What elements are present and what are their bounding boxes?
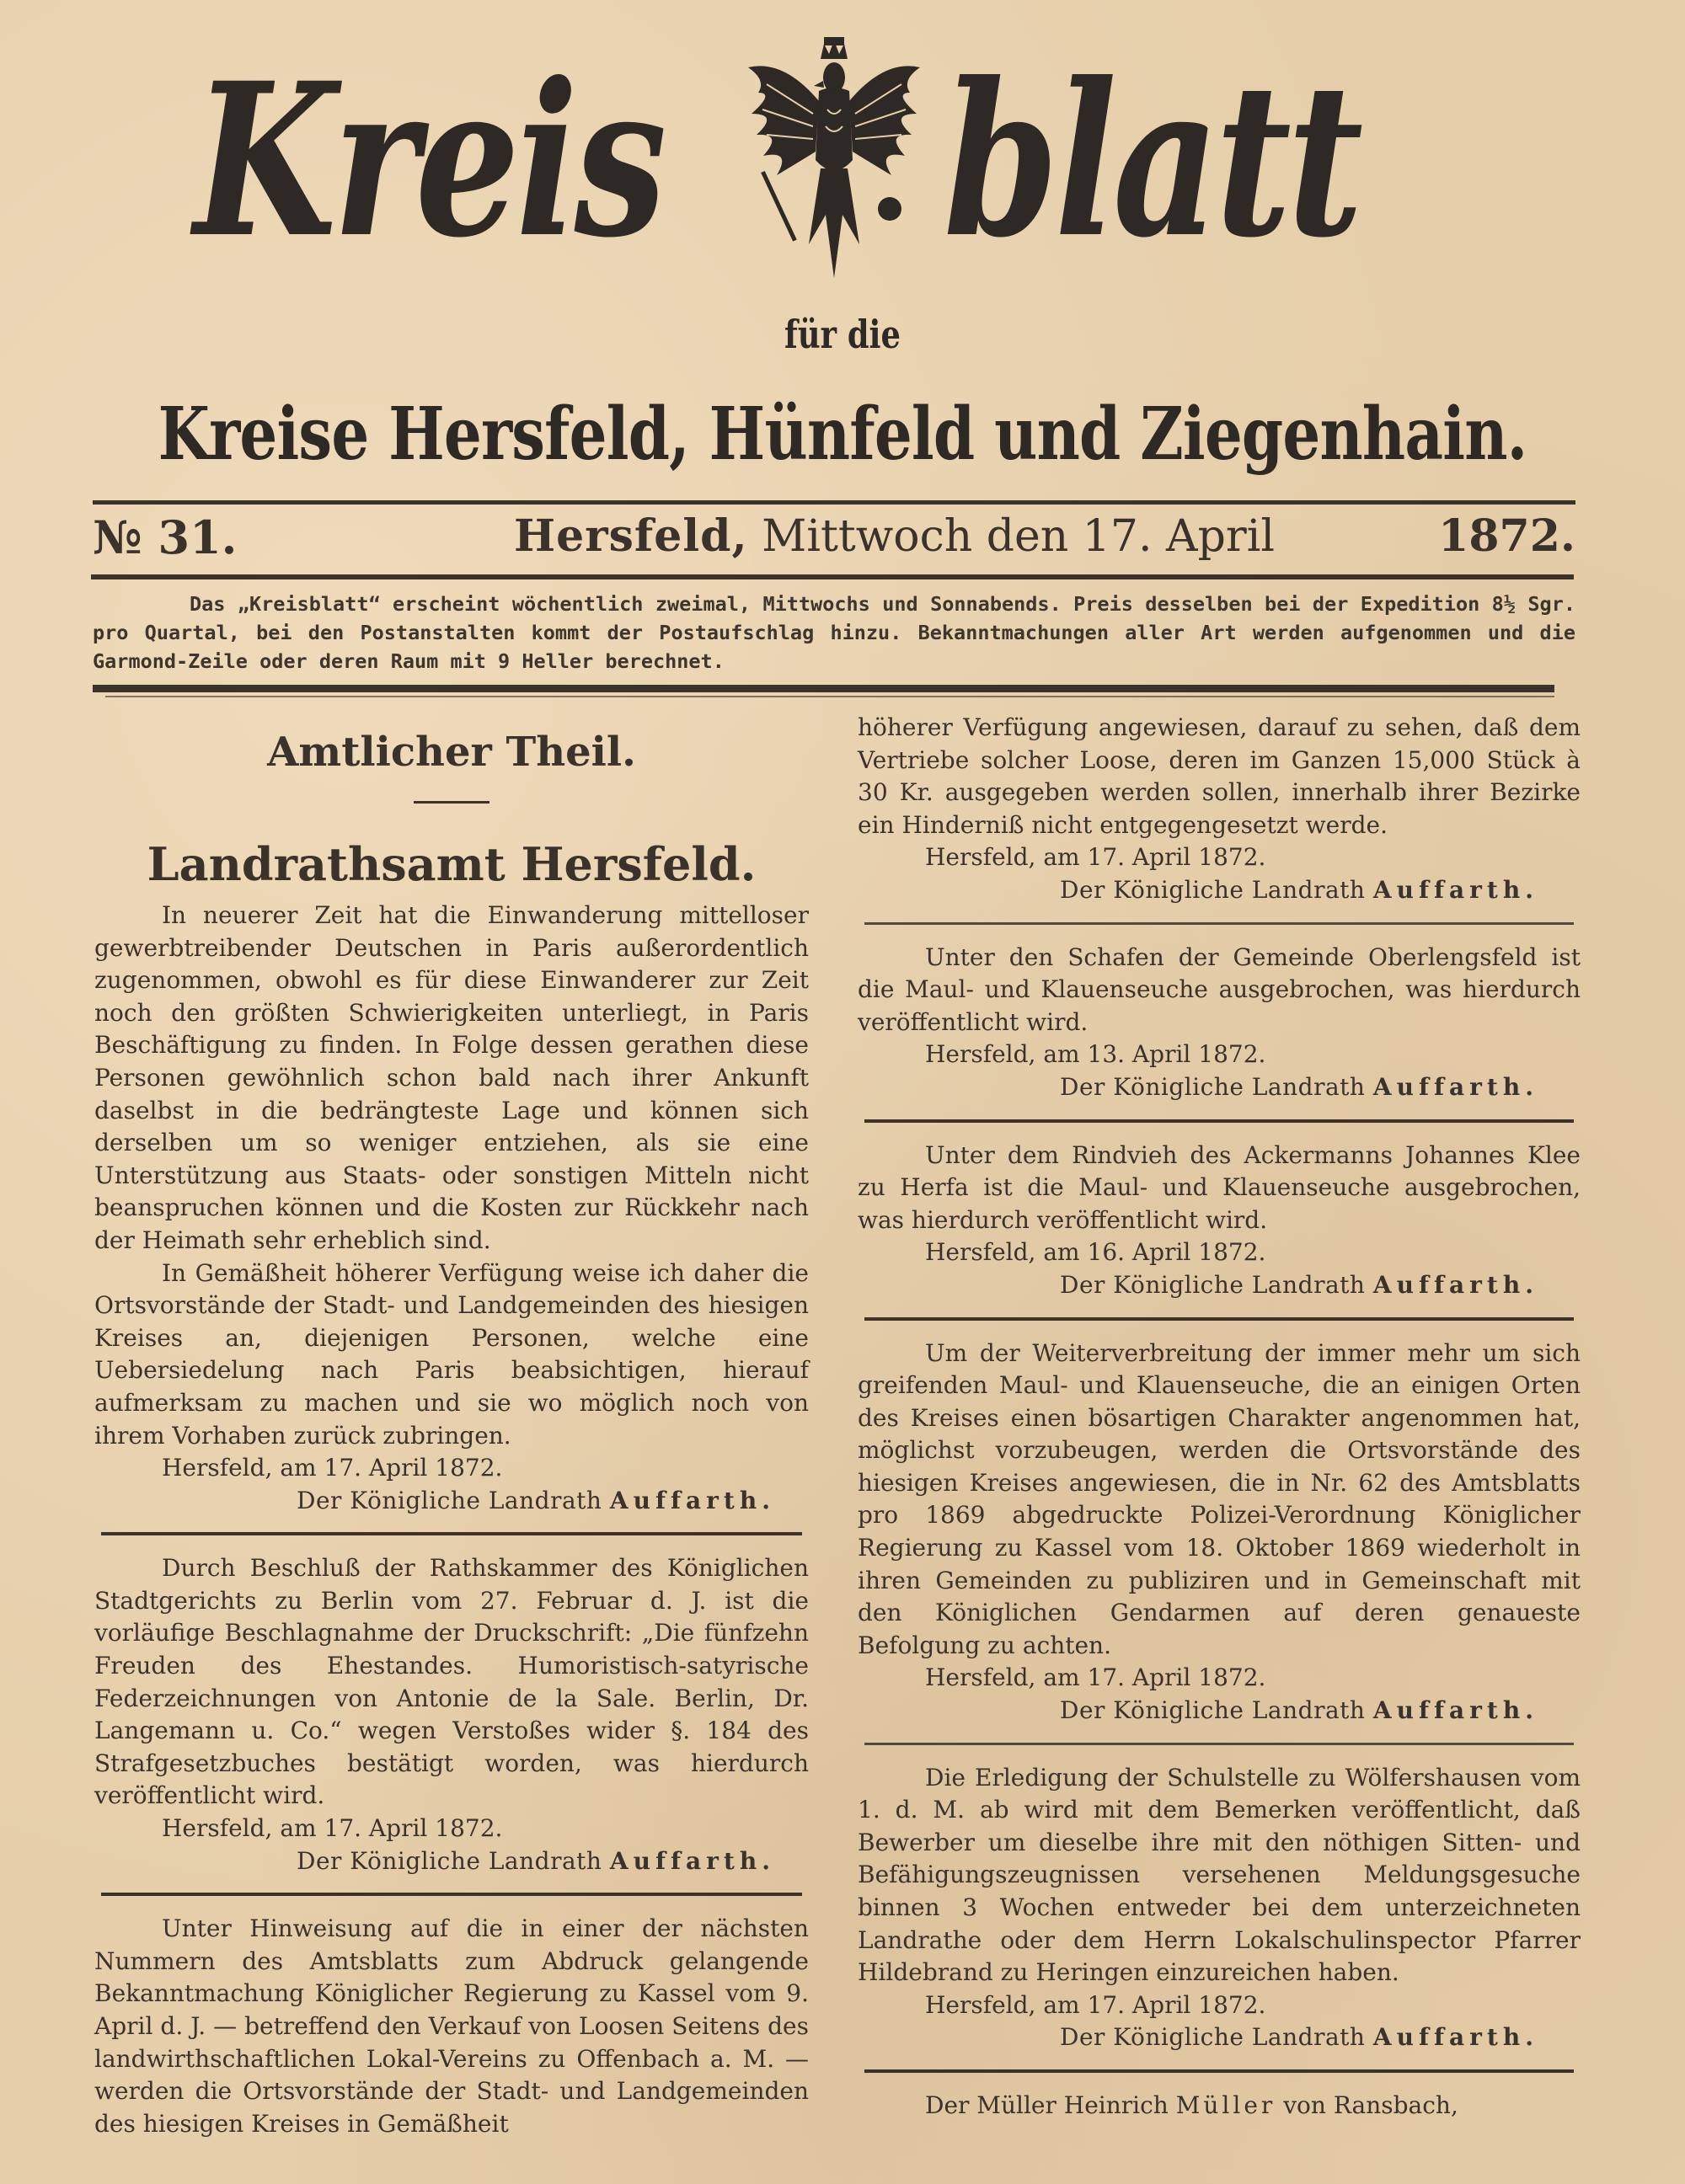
article-paragraph: In Gemäßheit höherer Verfügung weise ich daher die Ortsvorstände der Stadt- und Landgemeinden des hiesigen Kreises an, diejenigen Personen, welche eine Uebersiedelung nach Paris beabsichtigen, hierauf aufmerksam zu machen und sie wo möglich noch von ihrem Vorhaben zurück zubringen. — [94, 1258, 809, 1450]
article-dateline: Hersfeld, am 16. April 1872. — [925, 1238, 1266, 1267]
signature-title: Der Königliche Landrath — [1060, 1072, 1366, 1101]
header-rule-top — [93, 500, 1575, 505]
article-divider — [864, 1119, 1574, 1123]
article-divider — [864, 1317, 1574, 1321]
signature-name: Auffarth. — [609, 1486, 775, 1514]
notice-rule-thick — [93, 685, 1554, 692]
continued-line-name: Müller — [1175, 2091, 1276, 2119]
article-signature — [858, 1695, 1581, 1727]
article-divider — [864, 2069, 1574, 2073]
article-paragraph: Um der Weiterverbreitung der immer mehr um sich greifenden Maul- und Klauenseuche, die an einigen Orten des Kreises einen bösartigen Charakter angenommen hat, möglichst vorzubeugen, werden die Ortsvorstände des hiesigen Kreises angewiesen, die in Nr. 62 des Amtsblatts pro 1869 abgedruckte Polizei-Verordnung Königlicher Regierung zu Kassel vom 18. Oktober 1869 wiederholt in ihren Gemeinden zu publiziren und in Gemeinschaft mit den Königlichen Gendarmen auf deren genaueste Befolgung zu achten. — [858, 1338, 1581, 1659]
article-paragraph: Die Erledigung der Schulstelle zu Wölfershausen vom 1. d. M. ab wird mit dem Bemerken veröffentlicht, daß Bewerber um dieselbe ihre mit den nöthigen Sitten- und Befähigungszeugnissen versehenen Meldungsgesuche binnen 3 Wochen entweder bei dem unterzeichneten Landrathe oder dem Herrn Lokalschulinspector Pfarrer Hildebrand zu Heringen einzureichen haben. — [858, 1763, 1581, 1987]
masthead-districts: Kreise Hersfeld, Hünfeld und Ziegenhain. — [158, 392, 1527, 477]
notice-rule-thin — [105, 696, 1554, 697]
article-signature — [858, 874, 1581, 907]
subscription-notice — [93, 590, 1575, 675]
prussian-eagle-icon — [733, 34, 935, 286]
article-signature — [94, 1485, 809, 1518]
issue-number: № 31. — [93, 510, 238, 564]
section-title: Amtlicher Theil. — [267, 729, 636, 776]
signature-name: Auffarth. — [1372, 1270, 1538, 1299]
header-rule-bottom — [91, 574, 1574, 579]
article-paragraph-continued: höherer Verfügung angewiesen, darauf zu sehen, daß dem Vertriebe solcher Loose, deren im Ganzen 15,000 Stück à 30 Kr. ausgegeben werden sollen, innerhalb ihrer Bezirke ein Hinderniß nicht entgegengesetzt werde. — [858, 713, 1581, 839]
masthead — [185, 34, 1360, 286]
signature-name: Auffarth. — [1372, 1696, 1538, 1725]
article-dateline: Hersfeld, am 17. April 1872. — [925, 843, 1266, 872]
signature-title: Der Königliche Landrath — [1060, 875, 1366, 904]
article-paragraph: Unter Hinweisung auf die in einer der nächsten Nummern des Amtsblatts zum Abdruck gelangende Bekanntmachung Königlicher Regierung zu Kassel vom 9. April d. J. — betreffend den Verkauf von Loosen Seitens des landwirthschaftlichen Lokal-Vereins zu Offenbach a. M. — werden die Ortsvorstände der Stadt- und Landgemeinden des hiesigen Kreises in Gemäßheit — [94, 1914, 809, 2138]
article-dateline: Hersfeld, am 17. April 1872. — [162, 1454, 503, 1482]
masthead-title-right: blatt — [944, 36, 1360, 284]
article-dateline: Hersfeld, am 13. April 1872. — [925, 1040, 1266, 1069]
signature-name: Auffarth. — [1372, 875, 1538, 904]
signature-name: Auffarth. — [1372, 1072, 1538, 1101]
article-paragraph: In neuerer Zeit hat die Einwanderung mittelloser gewerbtreibender Deutschen in Paris außerordentlich zugenommen, obwohl es für diese Einwanderer zur Zeit noch den größten Schwierigkeiten unterliegt, in Paris Beschäftigung zu finden. In Folge dessen gerathen diese Personen gewöhnlich schon bald nach ihrer Ankunft daselbst in die bedrängteste Lage und können sich derselben um so weniger entziehen, als sie eine Unterstützung aus Staats- oder sonstigen Mitteln nicht beanspruchen können und die Kosten zur Rückkehr nach der Heimath sehr erheblich sind. — [94, 901, 809, 1254]
signature-name: Auffarth. — [609, 1846, 775, 1875]
article-dateline: Hersfeld, am 17. April 1872. — [925, 1990, 1266, 2019]
column-left — [94, 712, 809, 2140]
column-right — [858, 712, 1581, 2123]
signature-title: Der Königliche Landrath — [1060, 1270, 1366, 1299]
article-divider — [101, 1532, 802, 1535]
signature-title: Der Königliche Landrath — [1060, 1696, 1366, 1725]
dateline-day: Mittwoch den 17. April — [762, 511, 1275, 562]
article-paragraph: Durch Beschluß der Rathskammer des Königlichen Stadtgerichts zu Berlin vom 27. Februar d. J. ist die vorläufige Beschlagnahme der Druckschrift: „Die fünfzehn Freuden des Ehestandes. Humoristisch-satyrische Federzeichnungen von Antonie de la Sale. Berlin, Dr. Langemann u. Co.“ wegen Verstoßes wider §. 184 des Strafgesetzbuches bestätigt worden, was hierdurch veröffentlicht wird. — [94, 1554, 809, 1810]
signature-title: Der Königliche Landrath — [297, 1486, 602, 1514]
signature-name: Auffarth. — [1372, 2023, 1538, 2052]
issue-year: 1872. — [1438, 510, 1575, 562]
signature-title: Der Königliche Landrath — [1060, 2023, 1366, 2052]
article-divider — [101, 1893, 802, 1896]
article-dateline: Hersfeld, am 17. April 1872. — [162, 1814, 503, 1843]
subscription-notice-text: Das „Kreisblatt“ erscheint wöchentlich zweimal, Mittwochs und Sonnabends. Preis desselben bei der Expedition 8½ Sgr. pro Quartal, bei den Postanstalten kommt der Postaufschlag hinzu. Bekanntmachungen aller Art werden aufgenommen und die Garmond-Zeile oder deren Raum mit 9 Heller berechnet. — [93, 592, 1575, 673]
signature-title: Der Königliche Landrath — [297, 1846, 602, 1875]
dateline-place: Hersfeld, — [514, 510, 748, 562]
dateline — [93, 505, 1575, 574]
dateline-date — [514, 510, 1275, 562]
article-signature — [94, 1845, 809, 1878]
article-paragraph: Unter dem Rindvieh des Ackermanns Johannes Klee zu Herfa ist die Maul- und Klauenseuche ausgebrochen, was hierdurch veröffentlicht wird. — [858, 1140, 1581, 1234]
continued-line-prefix: Der Müller Heinrich — [925, 2091, 1169, 2119]
masthead-subtitle-small: für die — [784, 312, 901, 357]
continued-article-line — [858, 2090, 1581, 2123]
office-title: Landrathsamt Hersfeld. — [147, 837, 757, 891]
article-signature — [858, 2021, 1581, 2054]
article-paragraph: Unter den Schafen der Gemeinde Oberlengsfeld ist die Maul- und Klauenseuche ausgebrochen, was hierdurch veröffentlicht wird. — [858, 942, 1581, 1036]
continued-line-suffix: von Ransbach, — [1283, 2091, 1458, 2119]
article-signature — [858, 1269, 1581, 1302]
article-divider — [864, 1743, 1574, 1745]
article-divider — [864, 922, 1574, 925]
article-signature — [858, 1071, 1581, 1104]
masthead-title-left: Kreis — [194, 36, 663, 284]
article-dateline: Hersfeld, am 17. April 1872. — [925, 1663, 1266, 1692]
section-separator — [414, 801, 489, 804]
